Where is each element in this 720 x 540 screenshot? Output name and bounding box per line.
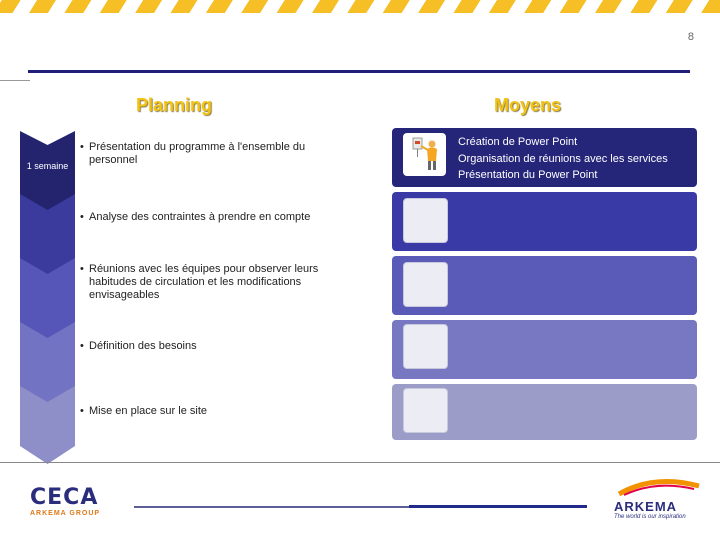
planning-item: • Réunions avec les équipes pour observer leurs habitudes de circulation et les modifications envisageables <box>80 263 319 301</box>
planning-item: • Présentation du programme à l'ensemble du personnel <box>80 141 306 166</box>
divider-stub <box>0 80 30 81</box>
timeline-step-1-label: 1 semaine <box>26 161 69 171</box>
hazard-stripe-banner <box>0 0 720 13</box>
placeholder-thumbnail <box>403 388 448 433</box>
arkema-logo <box>614 478 704 520</box>
placeholder-thumbnail <box>403 198 448 243</box>
header-rule <box>28 70 690 73</box>
footer-line <box>134 506 409 508</box>
planning-item: • Définition des besoins <box>80 340 197 352</box>
page-number: 8 <box>687 31 694 43</box>
ceca-logo <box>30 487 100 517</box>
ceca-group-label: ARKEMA GROUP <box>30 510 101 517</box>
moyens-item: Organisation de réunions avec les services <box>458 152 668 165</box>
ceca-wordmark: CECA <box>30 485 99 510</box>
moyens-heading: Moyens <box>494 95 562 115</box>
footer-divider <box>0 462 720 463</box>
presentation-illustration <box>403 133 446 176</box>
planning-item: • Mise en place sur le site <box>80 405 207 417</box>
presenter-icon <box>403 133 446 176</box>
footer-line-accent <box>409 505 587 508</box>
planning-item: • Analyse des contraintes à prendre en compte <box>80 211 311 223</box>
placeholder-thumbnail <box>403 324 448 369</box>
moyens-item: Présentation du Power Point <box>458 169 598 181</box>
moyens-item: Création de Power Point <box>458 136 578 148</box>
moyens-list <box>458 134 668 184</box>
timeline-step-5 <box>20 386 75 464</box>
placeholder-thumbnail <box>403 262 448 307</box>
arkema-swoosh-icon <box>614 478 704 496</box>
arkema-tagline: The world is our inspiration <box>614 514 686 520</box>
planning-heading: Planning <box>136 95 212 115</box>
arkema-wordmark: ARKEMA <box>614 499 678 514</box>
